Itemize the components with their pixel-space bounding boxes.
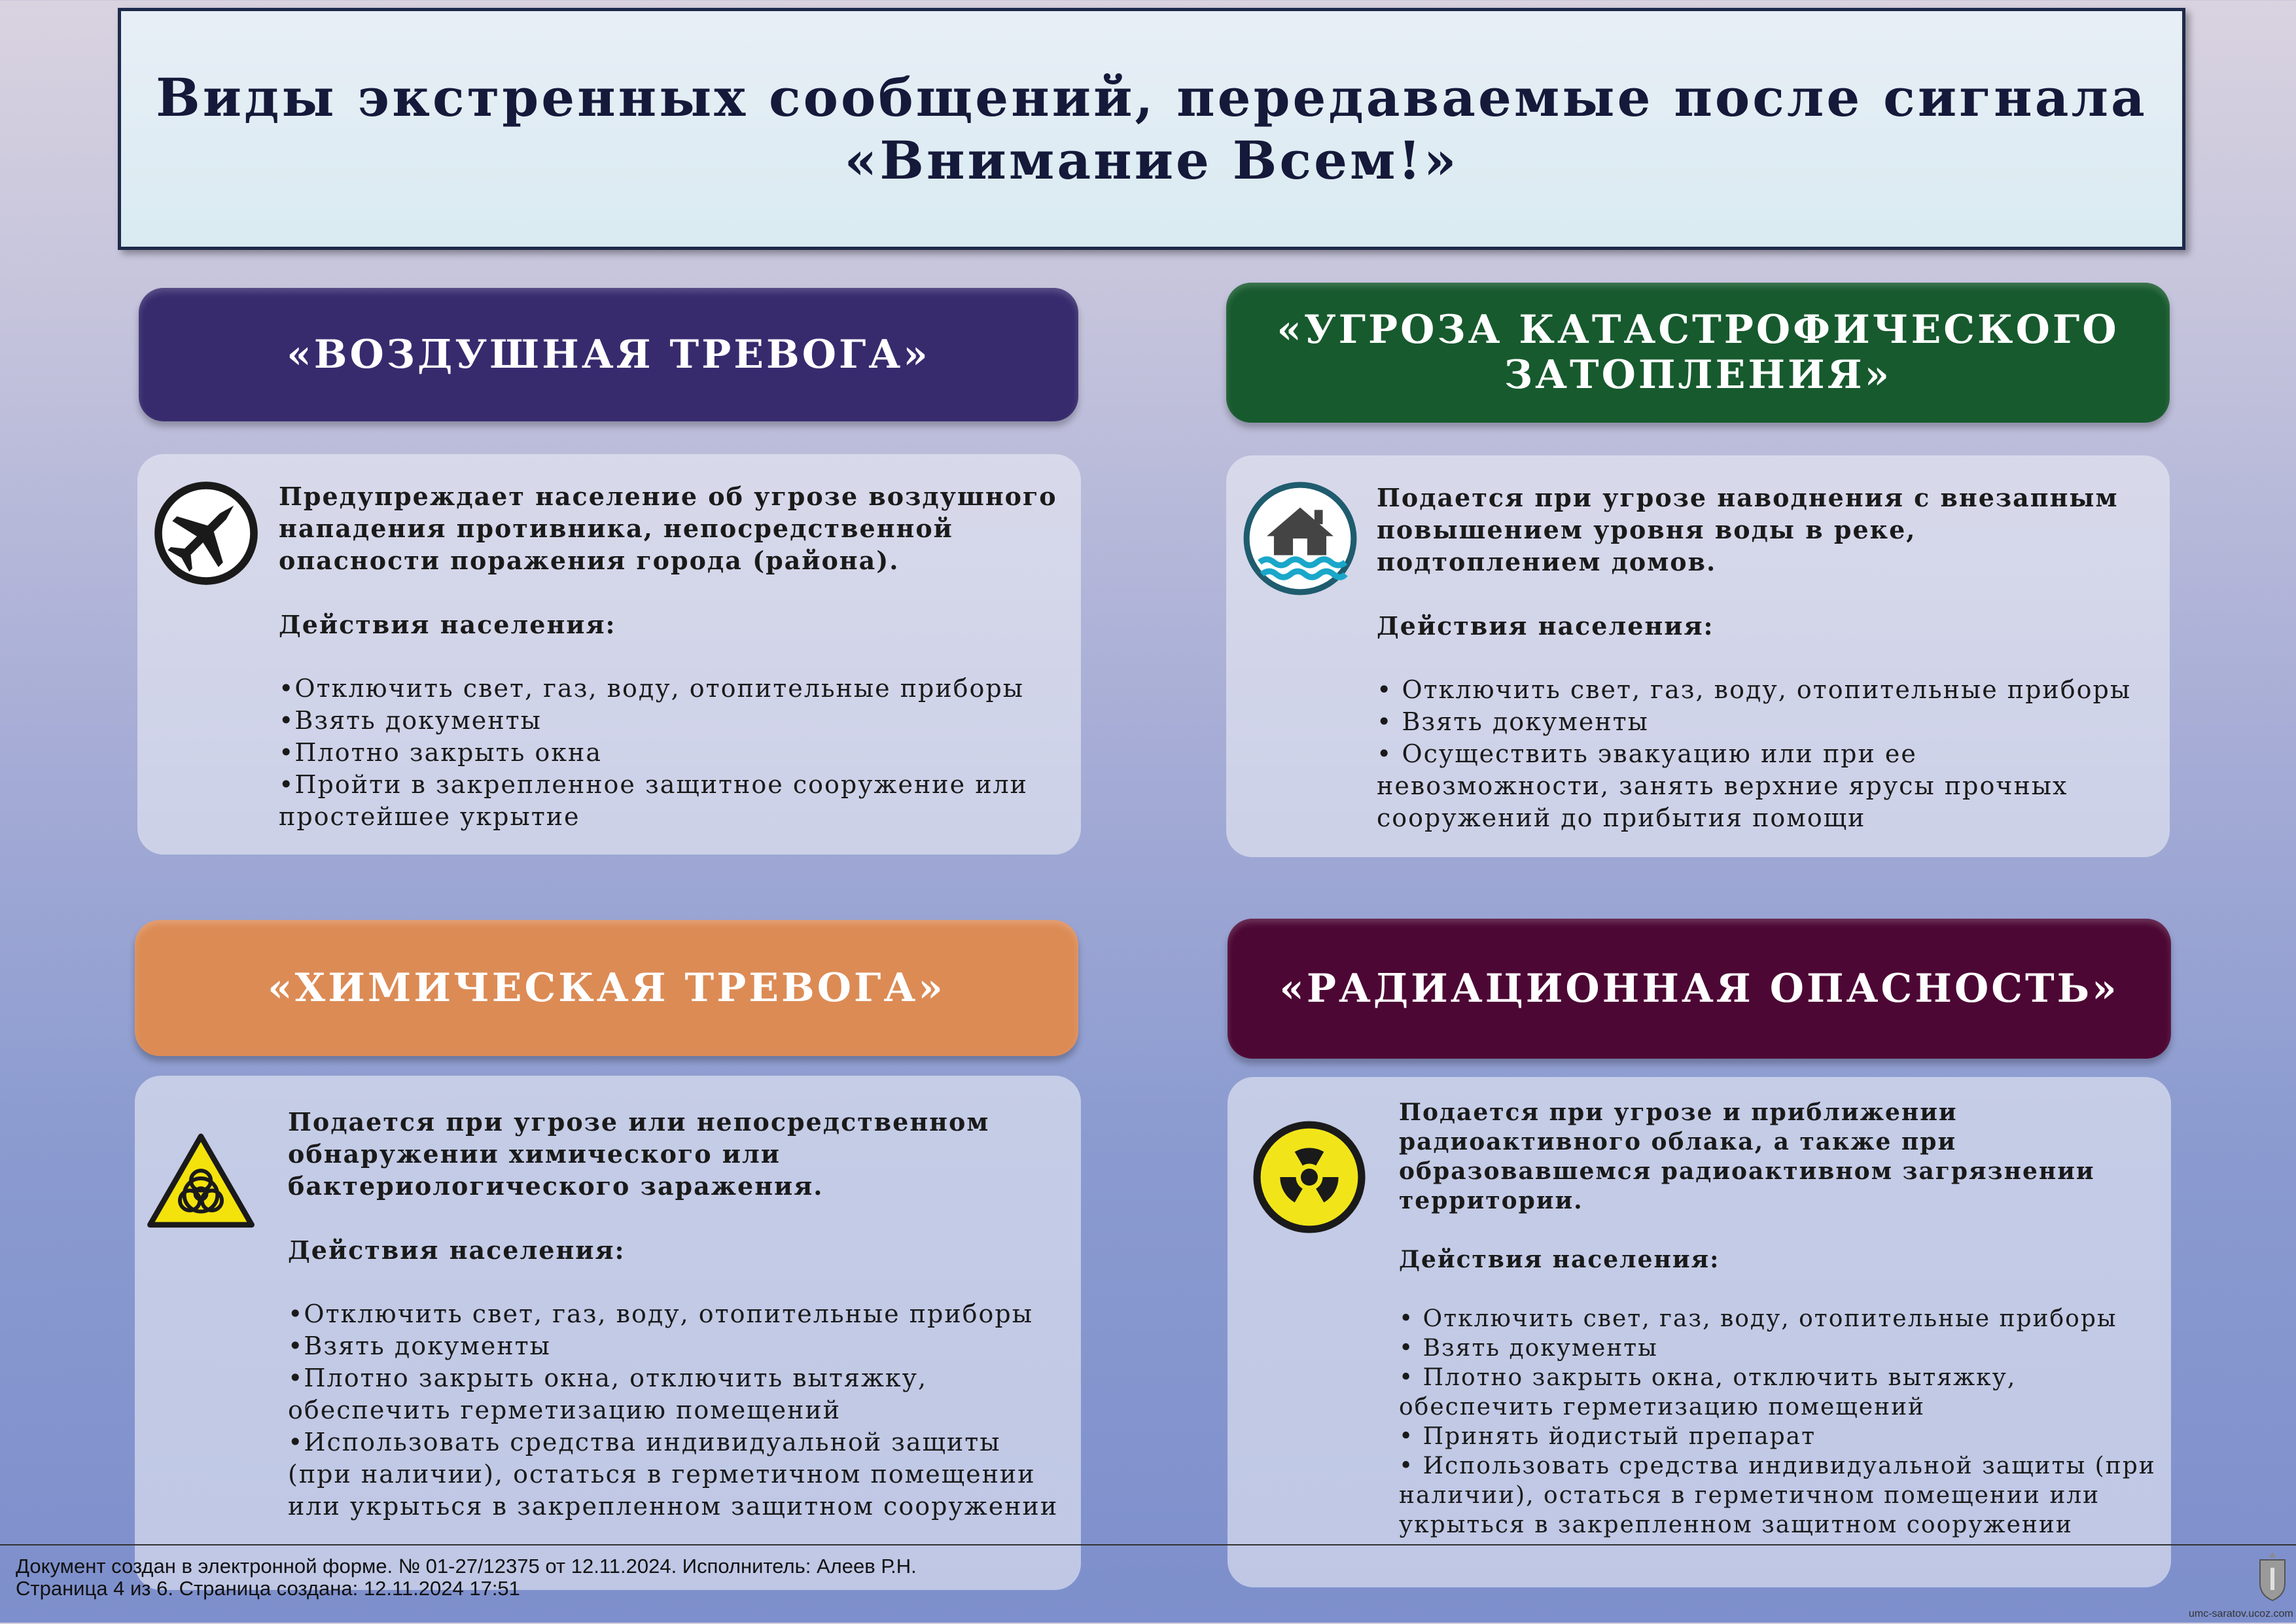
action-item: • Взять документы xyxy=(1377,707,1649,736)
action-item: •Отключить свет, газ, воду, отопительные приборы xyxy=(279,674,1024,703)
air-raid-actions-list xyxy=(279,673,1064,833)
air-raid-card xyxy=(137,454,1081,855)
air-raid-text xyxy=(279,480,1064,833)
radiation-text xyxy=(1399,1098,2158,1540)
page-title: Виды экстренных сообщений, передаваемые после сигнала «Внимание Всем!» xyxy=(156,67,2147,191)
coat-of-arms-icon xyxy=(2256,1549,2289,1603)
chemical-description: Подается при угрозе или непосредственном обнаружении химического или бактериологического заражения. xyxy=(288,1107,990,1201)
action-item: • Использовать средства индивидуальной защиты (при наличии), остаться в герметичном помещении или укрыться в закрепленном защитном сооружении xyxy=(1399,1453,2156,1538)
footer-page-info: Страница 4 из 6. Страница создана: 12.11.2024 17:51 xyxy=(16,1577,520,1600)
footer-document-info: Документ создан в электронной форме. № 01-27/12375 от 12.11.2024. Исполнитель: Алеев Р.Н. xyxy=(16,1555,917,1578)
action-item: •Пройти в закрепленное защитное сооружение или простейшее укрытие xyxy=(279,770,1028,831)
flood-text xyxy=(1377,482,2149,834)
flood-actions-label: Действия населения: xyxy=(1377,611,1714,641)
document-footer xyxy=(0,1544,2296,1624)
action-item: •Отключить свет, газ, воду, отопительные приборы xyxy=(288,1299,1033,1328)
radiation-actions-list xyxy=(1399,1304,2158,1540)
flood-header: «УГРОЗА КАТАСТРОФИЧЕСКОГО ЗАТОПЛЕНИЯ» xyxy=(1226,283,2170,423)
action-item: •Использовать средства индивидуальной защиты (при наличии), остаться в герметичном помещении или укрыться в закрепленном защитном сооружении xyxy=(288,1428,1059,1521)
action-item: • Отключить свет, газ, воду, отопительные приборы xyxy=(1399,1305,2117,1332)
action-item: • Осуществить эвакуацию или при ее невозможности, занять верхние ярусы прочных сооружений до прибытия помощи xyxy=(1377,739,2068,832)
action-item: •Плотно закрыть окна, отключить вытяжку, обеспечить герметизацию помещений xyxy=(288,1364,928,1424)
flooded-house-icon xyxy=(1241,479,1360,598)
action-item: • Взять документы xyxy=(1399,1335,1658,1362)
radiation-actions-label: Действия населения: xyxy=(1399,1246,1720,1273)
website-watermark: umc-saratov.ucoz.com xyxy=(2189,1608,2293,1619)
air-raid-actions-label: Действия населения: xyxy=(279,610,616,639)
action-item: • Отключить свет, газ, воду, отопительные приборы xyxy=(1377,675,2132,704)
radiation-icon xyxy=(1248,1116,1370,1238)
flood-actions-list xyxy=(1377,674,2149,834)
air-raid-header: «ВОЗДУШНАЯ ТРЕВОГА» xyxy=(139,288,1078,421)
chemical-header: «ХИМИЧЕСКАЯ ТРЕВОГА» xyxy=(135,920,1078,1056)
action-item: •Взять документы xyxy=(288,1332,551,1360)
title-banner xyxy=(118,8,2185,250)
air-raid-description: Предупреждает население об угрозе воздушного нападения противника, непосредственной опасности поражения города (района). xyxy=(279,482,1057,575)
action-item: •Взять документы xyxy=(279,706,542,735)
chemical-card xyxy=(135,1076,1081,1590)
radiation-card xyxy=(1227,1077,2171,1587)
action-item: •Плотно закрыть окна xyxy=(279,738,602,767)
action-item: • Плотно закрыть окна, отключить вытяжку, обеспечить герметизацию помещений xyxy=(1399,1364,2017,1421)
chemical-text xyxy=(288,1106,1064,1523)
fighter-jet-icon xyxy=(152,479,260,588)
biohazard-icon xyxy=(145,1132,256,1231)
radiation-header: «РАДИАЦИОННАЯ ОПАСНОСТЬ» xyxy=(1227,919,2171,1059)
flood-description: Подается при угрозе наводнения с внезапным повышением уровня воды в реке, подтоплением домов. xyxy=(1377,483,2119,576)
chemical-actions-label: Действия населения: xyxy=(288,1235,626,1265)
radiation-description: Подается при угрозе и приближении радиоактивного облака, а также при образовавшемся радиоактивном загрязнении территории. xyxy=(1399,1099,2095,1214)
chemical-actions-list xyxy=(288,1298,1064,1523)
action-item: • Принять йодистый препарат xyxy=(1399,1423,1816,1450)
flood-card xyxy=(1226,455,2170,857)
